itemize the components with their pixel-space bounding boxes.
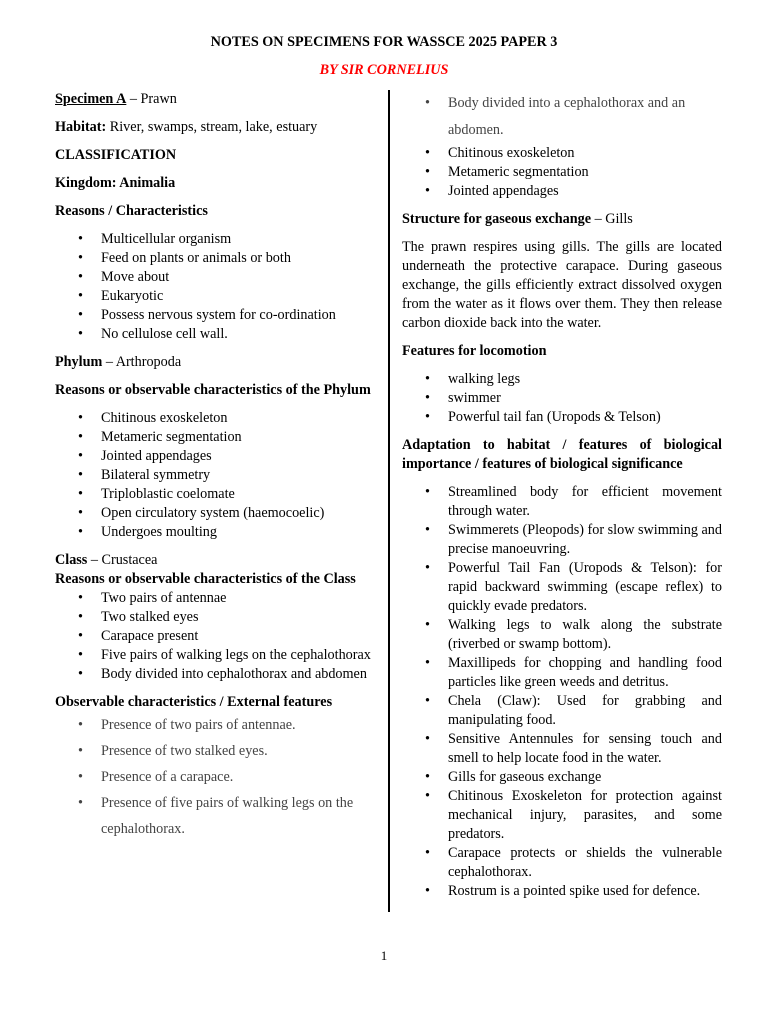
- list-item: • Eukaryotic: [101, 287, 375, 306]
- observable-heading: Observable characteristics / External features: [55, 694, 333, 710]
- class-name: – Crustacea: [87, 552, 158, 568]
- list-item: • Undergoes moulting: [101, 523, 375, 542]
- list-item: • Walking legs to walk along the substrate (riverbed or swamp bottom).: [448, 616, 722, 654]
- list-item: • Two pairs of antennae: [101, 589, 375, 608]
- page-number: 1: [380, 948, 388, 963]
- list-item: • Powerful tail fan (Uropods & Telson): [448, 408, 722, 427]
- adaptation-heading: Adaptation to habitat / features of biological importance / features of biological significance: [402, 437, 722, 472]
- list-item: • Body divided into cephalothorax and abdomen: [101, 665, 375, 684]
- list-item: • Presence of two pairs of antennae.: [101, 712, 375, 738]
- phylum-name: – Arthropoda: [102, 354, 182, 370]
- gas-exchange-paragraph: The prawn respires using gills. The gills are located underneath the protective carapace. During gaseous exchange, the gills efficiently extract dissolved oxygen from the water as it flows over them. They then release carbon dioxide back into the water.: [402, 239, 722, 331]
- kingdom-reasons-heading: Reasons / Characteristics: [55, 203, 208, 219]
- phylum-reasons-heading: Reasons or observable characteristics of the Phylum: [55, 382, 371, 398]
- class-label: Class: [55, 552, 88, 568]
- list-item: • No cellulose cell wall.: [101, 325, 375, 344]
- list-item: • Chitinous Exoskeleton for protection against mechanical injury, parasites, and some predators.: [448, 787, 722, 844]
- list-item: • walking legs: [448, 370, 722, 389]
- observable-list: [55, 712, 375, 842]
- list-item: • Possess nervous system for co-ordination: [101, 306, 375, 325]
- gas-exchange-heading: Structure for gaseous exchange: [402, 211, 592, 227]
- list-item: • Metameric segmentation: [448, 163, 722, 182]
- list-item: • Five pairs of walking legs on the cephalothorax: [101, 646, 375, 665]
- list-item: • Body divided into a cephalothorax and an abdomen.: [448, 90, 722, 144]
- phylum-line: [55, 353, 375, 372]
- phylum-label: Phylum: [55, 354, 103, 370]
- list-item: • Feed on plants or animals or both: [101, 249, 375, 268]
- list-item: • Powerful Tail Fan (Uropods & Telson): for rapid backward swimming (escape reflex) to quickly evade predators.: [448, 559, 722, 616]
- list-item: • Presence of five pairs of walking legs on the cephalothorax.: [101, 790, 375, 842]
- list-item: • Metameric segmentation: [101, 428, 375, 447]
- gas-exchange-heading-line: [402, 210, 722, 229]
- list-item: • Chela (Claw): Used for grabbing and manipulating food.: [448, 692, 722, 730]
- class-line: [55, 551, 375, 570]
- list-item: • Carapace present: [101, 627, 375, 646]
- habitat-label: Habitat:: [55, 119, 107, 135]
- list-item: • Presence of two stalked eyes.: [101, 738, 375, 764]
- list-item: • Rostrum is a pointed spike used for defence.: [448, 882, 722, 901]
- kingdom-list: [55, 230, 375, 344]
- list-item: • Chitinous exoskeleton: [101, 409, 375, 428]
- list-item: • Jointed appendages: [101, 447, 375, 466]
- list-item: • Swimmerets (Pleopods) for slow swimming and precise manoeuvring.: [448, 521, 722, 559]
- locomotion-heading: Features for locomotion: [402, 343, 547, 359]
- list-item: • Carapace protects or shields the vulnerable cephalothorax.: [448, 844, 722, 882]
- gas-exchange-value: – Gills: [591, 211, 633, 227]
- habitat-line: [55, 118, 375, 137]
- left-column: [55, 90, 375, 842]
- class-reasons-heading: Reasons or observable characteristics of the Class: [55, 571, 356, 587]
- phylum-list: [55, 409, 375, 542]
- continued-list: [402, 144, 722, 201]
- list-item: • Maxillipeds for chopping and handling food particles like green weeds and detritus.: [448, 654, 722, 692]
- list-item: • Jointed appendages: [448, 182, 722, 201]
- list-item: • Two stalked eyes: [101, 608, 375, 627]
- kingdom-heading: Kingdom: Animalia: [55, 175, 176, 191]
- locomotion-list: [402, 370, 722, 427]
- specimen-line: [55, 90, 375, 109]
- document-author: BY SIR CORNELIUS: [319, 62, 449, 78]
- document-title: NOTES ON SPECIMENS FOR WASSCE 2025 PAPER 3: [210, 34, 558, 50]
- list-item: • Presence of a carapace.: [101, 764, 375, 790]
- list-item: • Streamlined body for efficient movement through water.: [448, 483, 722, 521]
- continued-list-first: [402, 90, 722, 144]
- adaptation-list: [402, 483, 722, 901]
- list-item: • Sensitive Antennules for sensing touch and smell to help locate food in the water.: [448, 730, 722, 768]
- habitat-text: River, swamps, stream, lake, estuary: [106, 119, 318, 135]
- list-item: • Move about: [101, 268, 375, 287]
- class-list: [55, 589, 375, 684]
- list-item: • Gills for gaseous exchange: [448, 768, 722, 787]
- list-item: • swimmer: [448, 389, 722, 408]
- list-item: • Multicellular organism: [101, 230, 375, 249]
- list-item: • Triploblastic coelomate: [101, 485, 375, 504]
- specimen-label: Specimen A: [55, 91, 127, 107]
- right-column: [402, 90, 722, 901]
- list-item: • Chitinous exoskeleton: [448, 144, 722, 163]
- specimen-name: – Prawn: [126, 91, 177, 107]
- list-item: • Open circulatory system (haemocoelic): [101, 504, 375, 523]
- list-item: • Bilateral symmetry: [101, 466, 375, 485]
- classification-heading: CLASSIFICATION: [55, 147, 177, 163]
- column-divider: [388, 90, 390, 912]
